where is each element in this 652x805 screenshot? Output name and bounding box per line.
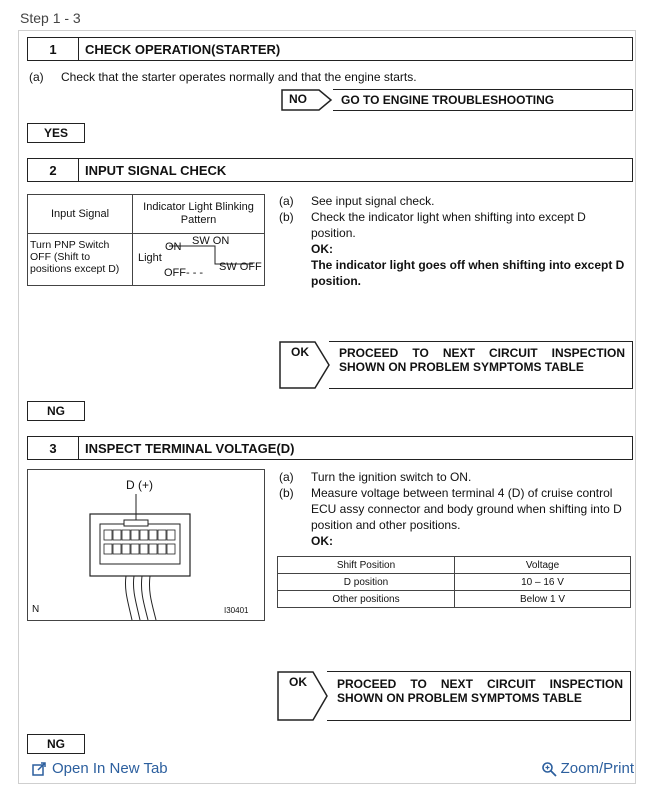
step1-yes-tag bbox=[27, 123, 85, 143]
open-tab-icon bbox=[32, 762, 46, 776]
step2-a-text: See input signal check. bbox=[311, 194, 435, 208]
step3-b-marker: (b) bbox=[279, 486, 294, 500]
open-in-new-tab-label: Open In New Tab bbox=[52, 760, 168, 777]
step3-number: 3 bbox=[28, 437, 79, 459]
voltage-table bbox=[277, 556, 631, 608]
step2-ok-result-box bbox=[329, 341, 633, 389]
step3-ok-label: OK bbox=[289, 675, 307, 689]
step3-ok-result: PROCEED TO NEXT CIRCUIT INSPECTION SHOWN ON PROBLEM SYMPTOMS TABLE bbox=[337, 677, 623, 705]
voltage-table-cell: 10 – 16 V bbox=[455, 574, 631, 591]
voltage-table-header-voltage: Voltage bbox=[455, 557, 631, 574]
step3-title: INSPECT TERMINAL VOLTAGE(D) bbox=[85, 440, 295, 456]
document-frame bbox=[18, 30, 636, 784]
voltage-table-cell: Other positions bbox=[278, 591, 455, 608]
light-label: Light bbox=[138, 252, 162, 264]
step2-ok-text: The indicator light goes off when shifting into except D position. bbox=[311, 258, 625, 288]
voltage-table-cell: Below 1 V bbox=[455, 591, 631, 608]
step3-ok-heading: OK: bbox=[311, 534, 333, 548]
off-label: OFF- - - bbox=[164, 267, 204, 279]
terminal-label: D (+) bbox=[126, 478, 153, 492]
open-in-new-tab-link[interactable] bbox=[32, 760, 168, 777]
step1-no-result-box bbox=[333, 89, 633, 111]
sw-off-label: SW OFF bbox=[219, 261, 262, 273]
step1-no-result: GO TO ENGINE TROUBLESHOOTING bbox=[341, 93, 555, 107]
voltage-table-header-shift: Shift Position bbox=[278, 557, 455, 574]
step1-yes-label: YES bbox=[43, 126, 68, 140]
step2-ok-heading: OK: bbox=[311, 242, 333, 256]
figure-code: I30401 bbox=[224, 606, 249, 615]
step2-header bbox=[27, 158, 633, 182]
step2-ok-tag bbox=[279, 341, 331, 389]
voltage-table-cell: D position bbox=[278, 574, 455, 591]
step3-a-text: Turn the ignition switch to ON. bbox=[311, 470, 472, 484]
connector-drawing bbox=[28, 470, 264, 620]
step3-ok-tag bbox=[277, 671, 329, 721]
step3-ok-result-box bbox=[327, 671, 631, 721]
figure-corner-n: N bbox=[32, 604, 40, 615]
sw-on-label: SW ON bbox=[192, 235, 230, 247]
step1-a-text: Check that the starter operates normally and that the engine starts. bbox=[61, 70, 417, 84]
step3-ng-label: NG bbox=[47, 737, 65, 751]
step3-a-marker: (a) bbox=[279, 470, 294, 484]
step1-number: 1 bbox=[28, 38, 79, 60]
step2-ng-tag bbox=[27, 401, 85, 421]
step2-ng-label: NG bbox=[47, 404, 65, 418]
signal-table-header-1: Input Signal bbox=[28, 195, 133, 234]
step3-ng-tag bbox=[27, 734, 85, 754]
step3-connector-figure bbox=[27, 469, 265, 621]
step1-a-marker: (a) bbox=[29, 70, 44, 84]
zoom-print-link[interactable] bbox=[541, 760, 634, 777]
step1-header bbox=[27, 37, 633, 61]
step2-number: 2 bbox=[28, 159, 79, 181]
step2-signal-table bbox=[27, 194, 265, 286]
step2-ok-label: OK bbox=[291, 345, 309, 359]
step1-no-label: NO bbox=[289, 92, 307, 106]
step3-b-text: Measure voltage between terminal 4 (D) of cruise control ECU assy connector and body ground when shifting into D position and other positions. bbox=[311, 486, 622, 532]
zoom-print-label: Zoom/Print bbox=[560, 760, 634, 777]
step-label: Step 1 - 3 bbox=[20, 10, 81, 26]
magnifier-icon bbox=[541, 761, 557, 777]
step2-a-marker: (a) bbox=[279, 194, 294, 208]
step1-no-tag bbox=[281, 89, 333, 111]
step2-b-text: Check the indicator light when shifting into except D position. bbox=[311, 210, 586, 240]
signal-table-row-signal: Turn PNP Switch OFF (Shift to positions except D) bbox=[30, 239, 120, 275]
step2-ok-result: PROCEED TO NEXT CIRCUIT INSPECTION SHOWN ON PROBLEM SYMPTOMS TABLE bbox=[339, 346, 625, 374]
signal-table-header-2: Indicator Light Blinking Pattern bbox=[133, 195, 264, 234]
step2-b-marker: (b) bbox=[279, 210, 294, 224]
on-label: ON bbox=[165, 241, 182, 253]
step3-header bbox=[27, 436, 633, 460]
step2-title: INPUT SIGNAL CHECK bbox=[85, 162, 227, 178]
step1-title: CHECK OPERATION(STARTER) bbox=[85, 41, 281, 57]
